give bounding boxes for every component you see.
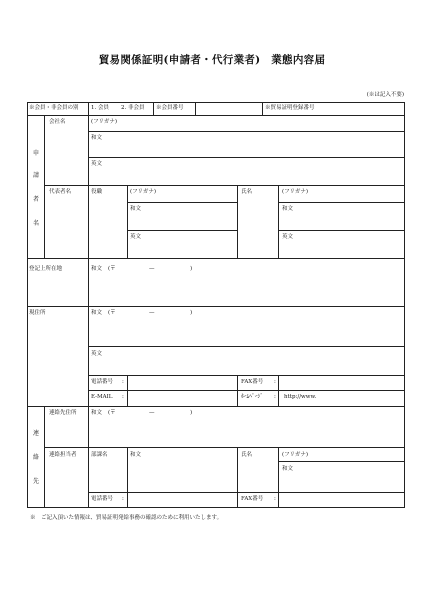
col-line bbox=[44, 406, 45, 508]
contact-address-japanese: 和文 bbox=[91, 410, 103, 416]
contact-section-char: 先 bbox=[32, 478, 39, 485]
department-field[interactable] bbox=[128, 460, 236, 491]
col-line bbox=[127, 185, 128, 258]
postal-close: ) bbox=[190, 310, 193, 316]
contact-phone-label: 電話番号 bbox=[91, 496, 114, 502]
homepage-label: ﾎｰﾑﾍﾟｰｼﾞ bbox=[241, 394, 264, 400]
applicant-section-char: 請 bbox=[32, 172, 39, 179]
col-line bbox=[88, 102, 89, 115]
applicant-section-char: 申 bbox=[32, 150, 39, 157]
email-label: E-MAIL bbox=[91, 394, 113, 400]
company-name-field[interactable] bbox=[110, 132, 404, 184]
contact-address-field[interactable] bbox=[90, 419, 404, 446]
postal-dash: — bbox=[149, 310, 155, 316]
contact-furigana-label: (フリガナ) bbox=[282, 452, 309, 458]
name-english-label: 英文 bbox=[282, 234, 294, 240]
phone-field[interactable] bbox=[128, 376, 236, 389]
name-japanese-label: 和文 bbox=[282, 206, 294, 212]
member-type-label: ※会員・非会員の別 bbox=[29, 105, 79, 111]
page-title: 貿易関係証明(申請者・代行業者) 業態内容届 bbox=[98, 54, 326, 66]
current-address-field[interactable] bbox=[90, 319, 404, 374]
contact-name-field[interactable] bbox=[279, 474, 404, 491]
email-field[interactable] bbox=[128, 391, 236, 405]
name-furigana-label: (フリガナ) bbox=[282, 189, 309, 195]
position-english-label: 英文 bbox=[130, 234, 142, 240]
privacy-footnote: ※ ご記入頂いた情報は、貿易証明発給事務の確認のために利用いたします。 bbox=[30, 515, 223, 521]
row-line bbox=[278, 202, 405, 203]
row-line bbox=[127, 202, 237, 203]
row-line bbox=[44, 185, 405, 186]
postal-dash: — bbox=[149, 410, 155, 416]
contact-name-japanese: 和文 bbox=[282, 466, 294, 472]
fax-label: FAX番号 bbox=[241, 379, 264, 385]
contact-name-label: 氏名 bbox=[241, 452, 253, 458]
registered-address-label: 登記上所在地 bbox=[29, 266, 63, 272]
col-line bbox=[237, 447, 238, 508]
contact-fax-label: FAX番号 bbox=[241, 496, 264, 502]
current-address-japanese: 和文 bbox=[91, 310, 103, 316]
position-japanese-label: 和文 bbox=[130, 206, 142, 212]
col-line bbox=[237, 185, 238, 258]
fax-field[interactable] bbox=[279, 376, 404, 389]
representative-name-label: 氏名 bbox=[241, 189, 253, 195]
company-name-label: 会社名 bbox=[49, 119, 66, 125]
company-english-label: 英文 bbox=[91, 161, 103, 167]
fax-colon: : bbox=[274, 379, 276, 385]
postal-prefix: (〒 bbox=[108, 266, 116, 272]
phone-label: 電話番号 bbox=[91, 379, 114, 385]
col-line bbox=[44, 115, 45, 258]
postal-prefix: (〒 bbox=[108, 310, 116, 316]
member-number-label: ※会員番号 bbox=[156, 105, 184, 111]
col-line bbox=[278, 185, 279, 258]
postal-prefix: (〒 bbox=[108, 410, 116, 416]
email-colon: : bbox=[122, 394, 124, 400]
member-number-field[interactable] bbox=[196, 103, 261, 114]
current-address-english: 英文 bbox=[91, 351, 103, 357]
phone-colon: : bbox=[122, 379, 124, 385]
department-japanese: 和文 bbox=[130, 452, 142, 458]
contact-section-char: 連 bbox=[32, 430, 39, 437]
company-furigana-label: (フリガナ) bbox=[91, 119, 118, 125]
col-line bbox=[88, 115, 89, 508]
row-line bbox=[127, 230, 237, 231]
col-line bbox=[237, 375, 238, 406]
row-line bbox=[278, 230, 405, 231]
postal-dash: — bbox=[149, 266, 155, 272]
current-address-label: 現住所 bbox=[29, 310, 46, 316]
col-line bbox=[153, 102, 154, 115]
applicant-section-char: 者 bbox=[32, 196, 39, 203]
homepage-prefix[interactable]: http://www. bbox=[284, 394, 317, 400]
applicant-section-char: 名 bbox=[32, 220, 39, 227]
registration-number-label: ※貿易証明登録番号 bbox=[265, 105, 315, 111]
contact-section-char: 絡 bbox=[32, 454, 39, 461]
member-option-2[interactable]: 2. 非会員 bbox=[121, 105, 145, 111]
row-line bbox=[27, 258, 405, 259]
position-furigana-label: (フリガナ) bbox=[130, 189, 157, 195]
contact-address-label: 連絡先住所 bbox=[49, 410, 77, 416]
not-required-note: (※は記入不要) bbox=[366, 92, 404, 98]
registered-address-japanese: 和文 bbox=[91, 266, 103, 272]
postal-close: ) bbox=[190, 410, 193, 416]
col-line bbox=[262, 102, 263, 115]
representative-label: 代表者名 bbox=[49, 189, 72, 195]
registration-number-field[interactable] bbox=[330, 103, 404, 114]
company-japanese-label: 和文 bbox=[91, 135, 103, 141]
member-option-1[interactable]: 1. 会員 bbox=[91, 105, 109, 111]
row-line bbox=[27, 306, 405, 307]
contact-phone-colon: : bbox=[122, 496, 124, 502]
contact-person-label: 連絡担当者 bbox=[49, 452, 77, 458]
contact-fax-field[interactable] bbox=[279, 493, 404, 507]
position-label: 役職 bbox=[91, 189, 103, 195]
homepage-colon: : bbox=[274, 394, 276, 400]
row-line bbox=[278, 461, 405, 462]
row-line bbox=[27, 406, 405, 407]
department-label: 部課名 bbox=[91, 452, 108, 458]
contact-phone-field[interactable] bbox=[128, 493, 236, 507]
row-line bbox=[44, 447, 405, 448]
postal-close: ) bbox=[190, 266, 193, 272]
registered-address-field[interactable] bbox=[90, 275, 404, 305]
row-line bbox=[27, 115, 405, 116]
contact-fax-colon: : bbox=[274, 496, 276, 502]
